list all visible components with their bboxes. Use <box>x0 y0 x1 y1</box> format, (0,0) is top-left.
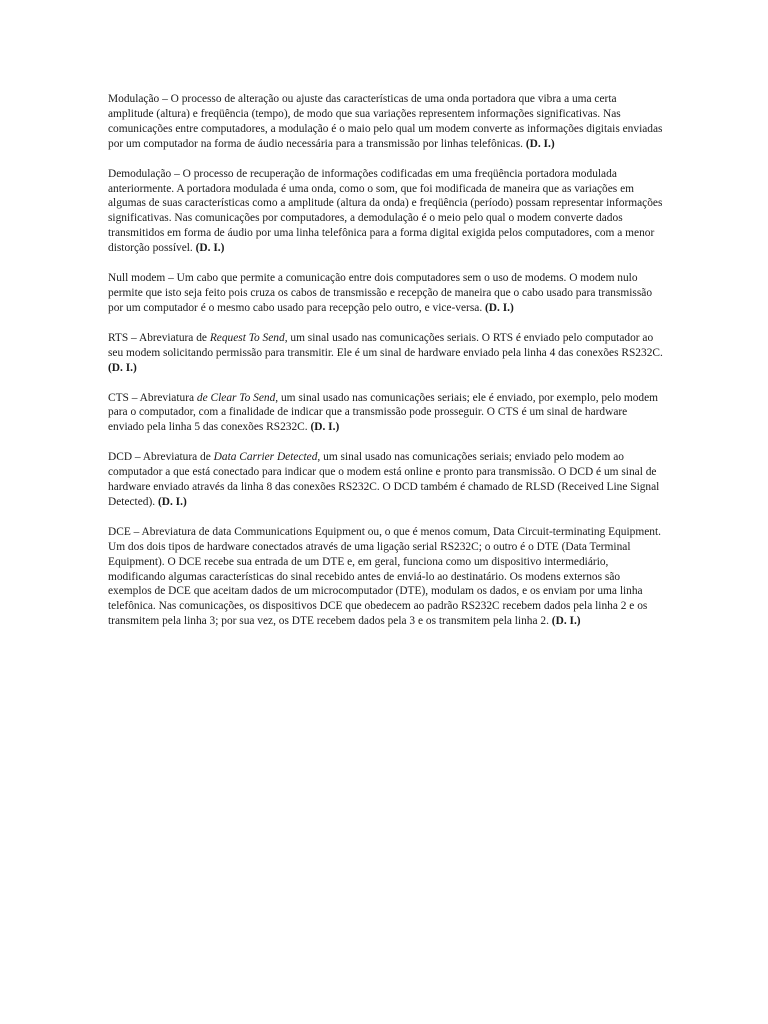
paragraph-rts <box>108 331 664 376</box>
source-tag: (D. I.) <box>108 361 137 374</box>
text-span: , um sinal usado nas comunicações seriais; ele é enviado, por exemplo, pelo modem para o computador, com a finalidade de indicar que a transmissão pode prosseguir. O CTS é um sinal de hardware enviado pela linha 5 das conexões RS232C. <box>108 391 659 434</box>
text-span: Demodulação – O processo de recuperação de informações codificadas em uma freqüência portadora modulada anteriormente. A portadora modulada é uma onda, como o som, que foi modificada de maneira que as variações em algumas de suas características como a amplitude (altura da onda) e freqüência (período) possam representar informações significativas. Nas comunicações por computadores, a demodulação é o meio pelo qual o modem converte dados transmitidos em forma de áudio por uma linha telefônica para a forma digital exigida pelos computadores, com a menor distorção possível. <box>108 167 663 255</box>
text-span: DCE – Abreviatura de data Communications Equipment ou, o que é menos comum, Data Circuit-terminating Equipment. Um dos dois tipos de hardware conectados através de uma ligação serial RS232C; o outro é o DTE (Data Terminal Equipment). O DCE recebe sua entrada de um DTE e, em geral, funciona como um dispositivo intermediário, modificando algumas características do sinal recebido antes de enviá-lo ao destinatário. Os modens externos são exemplos de DCE que aceitam dados de um microcomputador (DTE), modulam os dados, e os enviam por uma linha telefônica. Nas comunicações, os dispositivos DCE que obedecem ao padrão RS232C recebem dados pela linha 2 e os transmitem pela linha 3; por sua vez, os DTE recebem dados pela 3 e os transmitem pela linha 2. <box>108 525 661 628</box>
source-tag: (D. I.) <box>310 421 340 434</box>
source-tag: (D. I.) <box>157 495 187 508</box>
paragraph-demodulacao <box>108 167 664 256</box>
paragraph-dce <box>108 525 664 629</box>
source-tag: (D. I.) <box>551 615 581 628</box>
paragraph-null-modem <box>108 271 664 316</box>
paragraph-dcd <box>108 450 664 510</box>
text-span: CTS – Abreviatura <box>108 391 197 404</box>
source-tag: (D. I.) <box>485 301 514 314</box>
source-tag: (D. I.) <box>525 137 555 150</box>
document-body <box>108 92 664 644</box>
text-span: , um sinal usado nas comunicações seriais. O RTS é enviado pelo computador ao seu modem solicitando permissão para transmitir. Ele é um sinal de hardware enviado pela linha 4 das conexões RS232C. <box>108 331 663 359</box>
paragraph-cts <box>108 391 664 436</box>
text-span: Modulação – O processo de alteração ou ajuste das características de uma onda portadora que vibra a uma certa amplitude (altura) e freqüência (tempo), de modo que sua variações representem informações significativas. Nas comunicações entre computadores, a modulação é o maio pelo qual um modem converte as informações digitais enviadas por um computador na forma de áudio necessária para a transmissão por linhas telefônicas. <box>108 93 663 150</box>
paragraph-modulacao <box>108 92 664 152</box>
text-span: Null modem – Um cabo que permite a comunicação entre dois computadores sem o uso de modems. O modem nulo permite que isto seja feito pois cruza os cabos de transmissão e recepção de maneira que o cabo usado para transmissão por um computador é o mesmo cabo usado para recepção pelo outro, e vice-versa. <box>108 272 653 314</box>
text-span: , um sinal usado nas comunicações seriais; enviado pelo modem ao computador a que está conectado para indicar que o modem está online e pronto para transmissão. O DCD é um sinal de hardware enviado através da linha 8 das conexões RS232C. O DCD também é chamado de RLSD (Received Line Signal Detected). <box>108 451 660 508</box>
term-italic: de Clear To Send <box>196 391 276 404</box>
source-tag: (D. I.) <box>195 242 225 255</box>
term-italic: Request To Send <box>209 331 285 344</box>
text-span: DCD – Abreviatura de <box>108 451 214 464</box>
text-span: RTS – Abreviatura de <box>108 331 210 344</box>
term-italic: Data Carrier Detected <box>213 451 318 464</box>
